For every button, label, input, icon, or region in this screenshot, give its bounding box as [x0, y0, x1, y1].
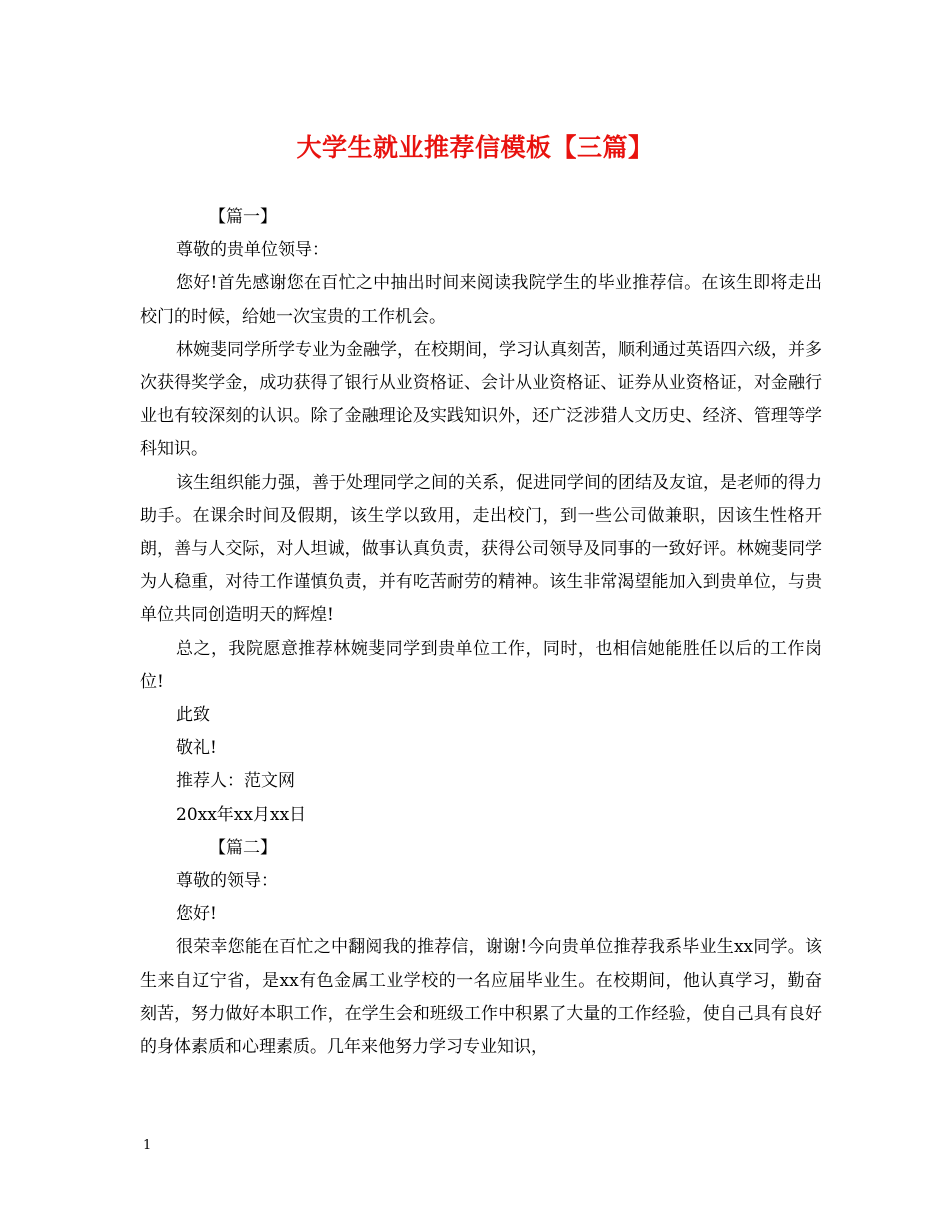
- document-body: [140, 201, 822, 1064]
- section-two-paragraph-1: 很荣幸您能在百忙之中翻阅我的推荐信，谢谢!今向贵单位推荐我系毕业生xx同学。该生来自辽宁省，是xx有色金属工业学校的一名应届毕业生。在校期间，他认真学习，勤奋刻苦，努力做好本职工作，在学生会和班级工作中积累了大量的工作经验，使自己具有良好的身体素质和心理素质。几年来他努力学习专业知识，: [140, 937, 822, 1058]
- section-one-date: 20xx年xx月xx日: [176, 804, 307, 825]
- section-one-closing-1: 此致: [176, 705, 210, 726]
- section-two-heading: 【篇二】: [209, 837, 277, 858]
- section-one-paragraph-1: 您好!首先感谢您在百忙之中抽出时间来阅读我院学生的毕业推荐信。在该生即将走出校门的时候，给她一次宝贵的工作机会。: [140, 273, 822, 327]
- section-one-paragraph-2: 林婉斐同学所学专业为金融学，在校期间，学习认真刻苦，顺利通过英语四六级，并多次获得奖学金，成功获得了银行从业资格证、会计从业资格证、证券从业资格证，对金融行业也有较深刻的认识。除了金融理论及实践知识外，还广泛涉猎人文历史、经济、管理等学科知识。: [140, 339, 822, 460]
- section-one-paragraph-4: 总之，我院愿意推荐林婉斐同学到贵单位工作，同时，也相信她能胜任以后的工作岗位!: [140, 638, 822, 692]
- document-title: 大学生就业推荐信模板【三篇】: [296, 133, 654, 162]
- section-one-heading: 【篇一】: [209, 207, 277, 227]
- section-one-paragraph-3: 该生组织能力强，善于处理同学之间的关系，促进同学间的团结及友谊，是老师的得力助手。在课余时间及假期，该生学以致用，走出校门，到一些公司做兼职，因该生性格开朗，善与人交际，对人坦诚，做事认真负责，获得公司领导及同事的一致好评。林婉斐同学为人稳重，对待工作谨慎负责，并有吃苦耐劳的精神。该生非常渴望能加入到贵单位，与贵单位共同创造明天的辉煌!: [140, 472, 822, 626]
- section-two-salutation: 尊敬的领导：: [176, 871, 278, 892]
- section-one-closing-2: 敬礼!: [176, 738, 217, 759]
- section-one-salutation: 尊敬的贵单位领导：: [176, 240, 329, 261]
- section-two-greeting: 您好!: [176, 904, 217, 925]
- page-number: 1: [143, 1138, 152, 1153]
- section-one-signature: 推荐人：范文网: [176, 771, 295, 792]
